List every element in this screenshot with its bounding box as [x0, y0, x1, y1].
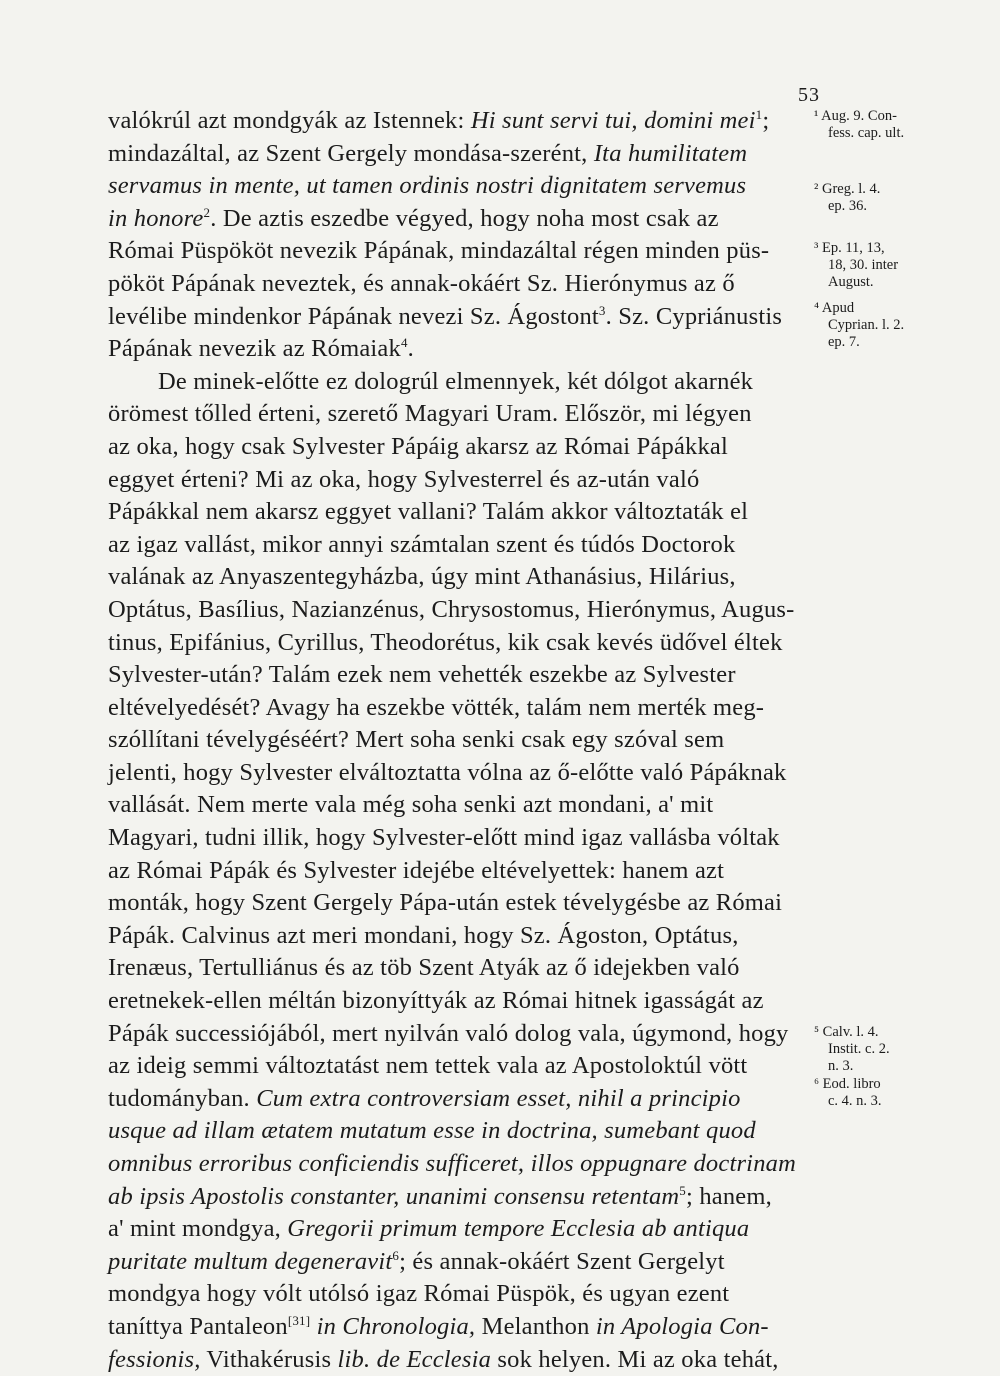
margin-note-line: ep. 7.	[828, 334, 860, 350]
text-segment: valókrúl azt mondgyák az Istennek:	[108, 107, 471, 134]
text-segment: ; és annak-okáért Szent Gergelyt	[399, 1247, 725, 1275]
text-segment: Pápának nevezik az Rómaiak	[108, 335, 401, 363]
text-segment: tinus, Epifánius, Cyrillus, Theodorétus, kik csak kevés üdővel éltek	[108, 628, 783, 656]
text-line	[108, 952, 814, 985]
margin-note-line: ⁶ Eod. libro	[814, 1076, 881, 1092]
text-line	[108, 268, 814, 301]
text-line	[108, 757, 814, 790]
margin-note-line: Cyprian. l. 2.	[828, 317, 905, 333]
footnote-marker: 6	[392, 1247, 400, 1263]
text-segment: Magyari, tudni illik, hogy Sylvester-előtt mind igaz vallásba vóltak	[108, 824, 780, 852]
text-segment: sok helyen. Mi az oka tehát,	[491, 1345, 779, 1373]
text-line	[108, 887, 814, 920]
text-line	[108, 724, 814, 757]
body-text	[108, 105, 814, 1376]
italic-text: in Chronologia,	[316, 1312, 476, 1340]
text-segment: . Sz. Cypriánustis	[605, 302, 783, 330]
margin-note-line: ⁴ Apud	[814, 300, 855, 316]
text-line	[108, 333, 814, 366]
margin-note-line: ep. 36.	[828, 198, 868, 214]
margin-note-line: ¹ Aug. 9. Con-	[814, 108, 897, 124]
text-line	[108, 822, 814, 855]
text-line	[108, 1278, 814, 1311]
text-line	[108, 366, 814, 399]
margin-note-2	[814, 181, 880, 215]
text-line	[108, 138, 814, 171]
margin-note-line: ³ Ep. 11, 13,	[814, 240, 885, 256]
margin-note-1	[814, 108, 904, 142]
text-line	[108, 920, 814, 953]
text-line	[108, 1344, 814, 1376]
text-segment: a' mint mondgya,	[108, 1215, 288, 1243]
text-segment: ; hanem,	[686, 1182, 772, 1210]
text-line	[108, 789, 814, 822]
italic-text: Cum extra controversiam esset, nihil a principio	[256, 1084, 741, 1112]
text-segment: . De aztis eszedbe végyed, hogy noha most csak az	[210, 204, 719, 232]
text-segment: .	[407, 335, 414, 363]
margin-note-line: c. 4. n. 3.	[828, 1093, 882, 1109]
text-line	[108, 1050, 814, 1083]
text-line	[108, 105, 814, 138]
italic-text: fessionis,	[108, 1345, 201, 1373]
margin-note-line: ⁵ Calv. l. 4.	[814, 1024, 879, 1040]
footnote-marker: 2	[203, 204, 211, 220]
text-line	[108, 431, 814, 464]
text-line	[108, 627, 814, 660]
text-line	[108, 170, 814, 203]
text-segment: eggyet érteni? Mi az oka, hogy Sylvesterrel és az-után való	[108, 465, 700, 493]
footnote-marker: 4	[400, 335, 408, 350]
text-segment: valának az Anyaszentegyházba, úgy mint Athanásius, Hilárius,	[108, 563, 736, 591]
footnote-marker: 1	[755, 106, 763, 122]
italic-text: Hi sunt servi tui, domini mei	[470, 107, 756, 134]
footnote-marker: 3	[598, 302, 606, 318]
text-line	[108, 594, 814, 627]
text-segment: ;	[762, 107, 770, 134]
italic-text: lib. de Ecclesia	[337, 1345, 492, 1373]
text-line	[108, 1018, 814, 1051]
italic-text: Gregorii primum tempore Ecclesia ab antiqua	[287, 1215, 750, 1243]
margin-note-line: 18, 30. inter	[828, 257, 899, 273]
margin-note-line: fess. cap. ult.	[828, 125, 905, 141]
text-segment: az oka, hogy csak Sylvester Pápáig akarsz az Római Pápákkal	[108, 432, 729, 460]
margin-note-line: ² Greg. l. 4.	[814, 181, 881, 197]
text-line	[108, 203, 814, 236]
text-segment: az Római Pápák és Sylvester idejébe eltévelyettek: hanem azt	[108, 856, 725, 884]
text-segment: jelenti, hogy Sylvester elváltoztatta vólna az ő-előtte való Pápáknak	[108, 758, 787, 786]
footnote-marker: 5	[679, 1182, 686, 1198]
text-line	[108, 301, 814, 334]
margin-note-line: Instit. c. 2.	[828, 1041, 890, 1057]
italic-text: puritate multum degeneravit	[108, 1247, 393, 1275]
text-segment: Római Püspököt nevezik Pápának, mindazáltal régen minden püs-	[108, 237, 770, 265]
text-segment: Melanthon	[475, 1312, 596, 1340]
text-line	[108, 235, 814, 268]
text-segment: eltévelyedését? Avagy ha eszekbe vötték, talám nem merték meg-	[108, 693, 765, 721]
text-line	[108, 398, 814, 431]
text-segment: szóllítani tévelygéséért? Mert soha senki csak egy szóval sem	[108, 726, 725, 754]
text-line	[108, 529, 814, 562]
text-line	[108, 1213, 814, 1246]
text-segment: Optátus, Basílius, Nazianzénus, Chrysostomus, Hierónymus, Augus-	[108, 595, 795, 623]
italic-text: in Apologia Con-	[595, 1312, 769, 1340]
text-line	[108, 1115, 814, 1148]
text-segment: tudományban.	[108, 1084, 257, 1112]
text-line	[108, 561, 814, 594]
italic-text: Ita humilitatem	[593, 139, 748, 167]
text-segment: az ideig semmi változtatást nem tettek vala az Apostoloktúl vött	[108, 1052, 748, 1080]
footnote-marker: [31]	[287, 1312, 311, 1328]
italic-text: omnibus erroribus conficiendis sufficeret, illos oppugnare doctrinam	[108, 1150, 796, 1177]
text-line	[108, 1311, 814, 1344]
text-line	[108, 1246, 814, 1279]
text-segment: eretnekek-ellen méltán bizonyíttyák az Római hitnek igasságát az	[108, 987, 764, 1015]
margin-note-3	[814, 240, 898, 291]
text-segment: Pápák successiójából, mert nyilván való dolog vala, úgymond, hogy	[108, 1019, 789, 1047]
italic-text: servamus in mente, ut tamen ordinis nostri dignitatem servemus	[108, 172, 747, 200]
text-segment: Irenæus, Tertulliánus és az töb Szent Atyák az ő idejekben való	[108, 954, 740, 982]
margin-note-line: n. 3.	[828, 1058, 854, 1074]
text-line	[108, 1181, 814, 1214]
italic-text: usque ad illam ætatem mutatum esse in doctrina, sumebant quod	[108, 1117, 756, 1145]
italic-text: in honore	[108, 204, 204, 232]
margin-note-5	[814, 1024, 890, 1075]
text-line	[108, 659, 814, 692]
page-number: 53	[798, 84, 820, 106]
text-line	[108, 985, 814, 1018]
text-segment: mondgya hogy vólt utólsó igaz Római Püspök, és ugyan ezent	[108, 1280, 730, 1308]
text-line	[108, 464, 814, 497]
text-segment: vallását. Nem merte vala még soha senki azt mondani, a' mit	[108, 791, 714, 819]
text-segment: Vithakérusis	[200, 1345, 338, 1373]
text-segment: pököt Pápának neveztek, és annak-okáért Sz. Hierónymus az ő	[108, 269, 735, 297]
text-segment: mindazáltal, az Szent Gergely mondása-szerént,	[108, 139, 594, 167]
margin-note-4	[814, 300, 904, 351]
margin-note-line: August.	[828, 274, 874, 290]
text-line	[108, 855, 814, 888]
text-line	[108, 1083, 814, 1116]
text-segment: Pápákkal nem akarsz eggyet vallani? Talám akkor változtaták el	[108, 498, 749, 526]
text-segment: az igaz vallást, mikor annyi számtalan szent és túdós Doctorok	[108, 530, 736, 558]
text-segment: Sylvester-után? Talám ezek nem vehették eszekbe az Sylvester	[108, 661, 736, 689]
text-line	[108, 1148, 814, 1181]
text-segment: De minek-előtte ez dologrúl elmennyek, két dólgot akarnék	[158, 367, 754, 395]
text-line	[108, 496, 814, 529]
text-line	[108, 692, 814, 725]
text-segment: örömest tőlled érteni, szerető Magyari Uram. Először, mi légyen	[108, 400, 752, 428]
text-segment: monták, hogy Szent Gergely Pápa-után estek tévelygésbe az Római	[108, 889, 783, 917]
text-segment: taníttya Pantaleon	[108, 1312, 288, 1340]
text-segment: Pápák. Calvinus azt meri mondani, hogy Sz. Ágoston, Optátus,	[108, 921, 739, 949]
margin-note-6	[814, 1076, 882, 1110]
text-segment: levélibe mindenkor Pápának nevezi Sz. Ágostont	[108, 302, 599, 330]
italic-text: ab ipsis Apostolis constanter, unanimi consensu retentam	[108, 1182, 680, 1210]
